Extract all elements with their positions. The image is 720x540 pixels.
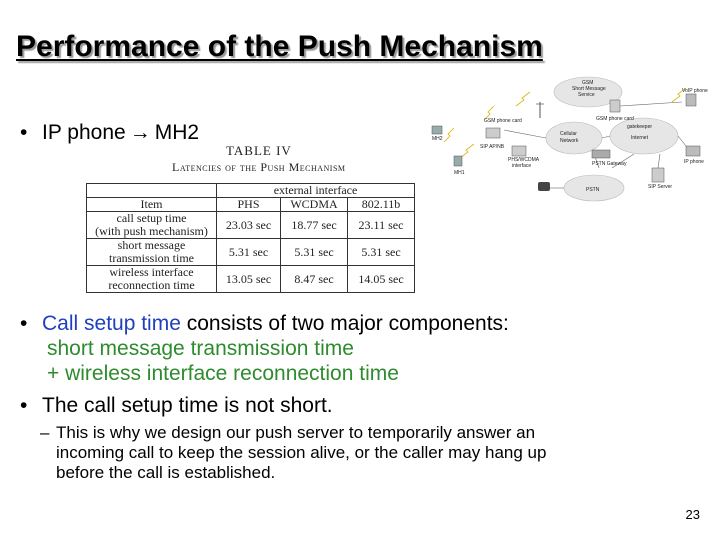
bullet-text: consists of two major components: <box>180 312 509 335</box>
svg-text:interface: interface <box>512 163 532 169</box>
mh2-device-icon <box>432 126 443 142</box>
page-number: 23 <box>685 507 700 522</box>
table-row <box>87 212 415 239</box>
svg-text:GSM: GSM <box>582 80 594 86</box>
latency-table <box>86 183 415 293</box>
svg-text:Cellular: Cellular <box>560 131 577 137</box>
network-diagram-svg <box>424 70 714 210</box>
table-item-cell: call setup time (with push mechanism) <box>87 212 217 239</box>
table-caption-title: Latencies of the Push Mechanism <box>172 160 346 174</box>
svg-text:SIP Server: SIP Server <box>648 184 673 190</box>
bullet-dot: • <box>20 121 28 144</box>
telephone-icon <box>538 182 550 191</box>
table-blank-cell <box>87 184 217 198</box>
component-wireless-reconnection: + wireless interface reconnection time <box>47 362 399 385</box>
svg-text:Internet: Internet <box>631 135 648 141</box>
table-cell: 5.31 sec <box>217 239 281 266</box>
table-item-cell: short message transmission time <box>87 239 217 266</box>
pstn-gateway-icon <box>592 150 627 167</box>
sub-bullet-line: incoming call to keep the session alive, or the caller may hang up <box>56 443 547 462</box>
table-cell: 18.77 sec <box>281 212 348 239</box>
sip-server-icon <box>648 168 672 190</box>
bullet-source-label: IP phone <box>42 121 126 144</box>
internet-cloud <box>610 118 678 154</box>
call-setup-time-highlight: Call setup time <box>42 312 181 335</box>
svg-text:Short Message: Short Message <box>572 86 606 92</box>
table-row <box>87 239 415 266</box>
svg-text:PHS/WCDMA: PHS/WCDMA <box>508 157 540 163</box>
right-arrow-icon: → <box>129 121 151 144</box>
bullet-not-short <box>20 394 333 418</box>
svg-text:Network: Network <box>560 138 579 144</box>
table-caption-number: TABLE IV <box>226 143 292 158</box>
latency-table-figure <box>86 143 424 300</box>
table-col-header: WCDMA <box>281 198 348 212</box>
pstn-cloud <box>564 175 624 201</box>
svg-text:GSM phone card: GSM phone card <box>596 116 634 122</box>
network-diagram <box>424 70 714 210</box>
table-cell: 5.31 sec <box>281 239 348 266</box>
ip-phone-icon <box>684 146 704 165</box>
sub-bullet-dash: – <box>40 423 50 442</box>
table-cell: 13.05 sec <box>217 266 281 293</box>
gsm-phone-card-icon <box>480 118 522 150</box>
bullet-dot: • <box>20 312 28 335</box>
svg-text:GSM phone card: GSM phone card <box>484 118 522 124</box>
voip-phone-icon <box>682 88 708 106</box>
component-short-message: short message transmission time <box>47 337 354 360</box>
table-col-header: 802.11b <box>348 198 415 212</box>
bullet-ip-phone-to-mh2 <box>20 121 199 145</box>
cellular-network-cloud <box>546 122 602 154</box>
svg-text:MH2: MH2 <box>432 136 443 142</box>
sub-bullet-line: This is why we design our push server to temporarily answer an <box>56 423 536 442</box>
bullet-dot: • <box>20 394 28 417</box>
table-group-header: external interface <box>217 184 415 198</box>
slide-title: Performance of the Push Mechanism <box>16 30 543 63</box>
table-cell: 8.47 sec <box>281 266 348 293</box>
bullet-target-label: MH2 <box>154 121 200 144</box>
svg-text:SIP AP/NB: SIP AP/NB <box>480 144 505 150</box>
svg-text:Service: Service <box>578 92 595 98</box>
phs-wcdma-interface-icon <box>508 146 540 169</box>
svg-text:gatekeeper: gatekeeper <box>627 124 653 130</box>
table-cell: 14.05 sec <box>348 266 415 293</box>
sub-bullet-push-server <box>40 423 547 483</box>
table-cell: 23.03 sec <box>217 212 281 239</box>
svg-text:PSTN: PSTN <box>586 187 600 193</box>
table-cell: 5.31 sec <box>348 239 415 266</box>
svg-text:IP phone: IP phone <box>684 159 704 165</box>
table-row <box>87 266 415 293</box>
sub-bullet-line: before the call is established. <box>56 463 276 482</box>
table-item-cell: wireless interface reconnection time <box>87 266 217 293</box>
bullet-text: The call setup time is not short. <box>42 394 333 417</box>
cellular-antenna-icon <box>536 102 544 118</box>
bullet-call-setup-time <box>20 311 509 386</box>
table-cell: 23.11 sec <box>348 212 415 239</box>
svg-text:VoIP phone: VoIP phone <box>682 88 708 94</box>
table-item-header: Item <box>87 198 217 212</box>
svg-text:PSTN Gateway: PSTN Gateway <box>592 161 627 167</box>
svg-text:MH1: MH1 <box>454 170 465 176</box>
mh1-device-icon <box>454 156 465 176</box>
table-col-header: PHS <box>217 198 281 212</box>
